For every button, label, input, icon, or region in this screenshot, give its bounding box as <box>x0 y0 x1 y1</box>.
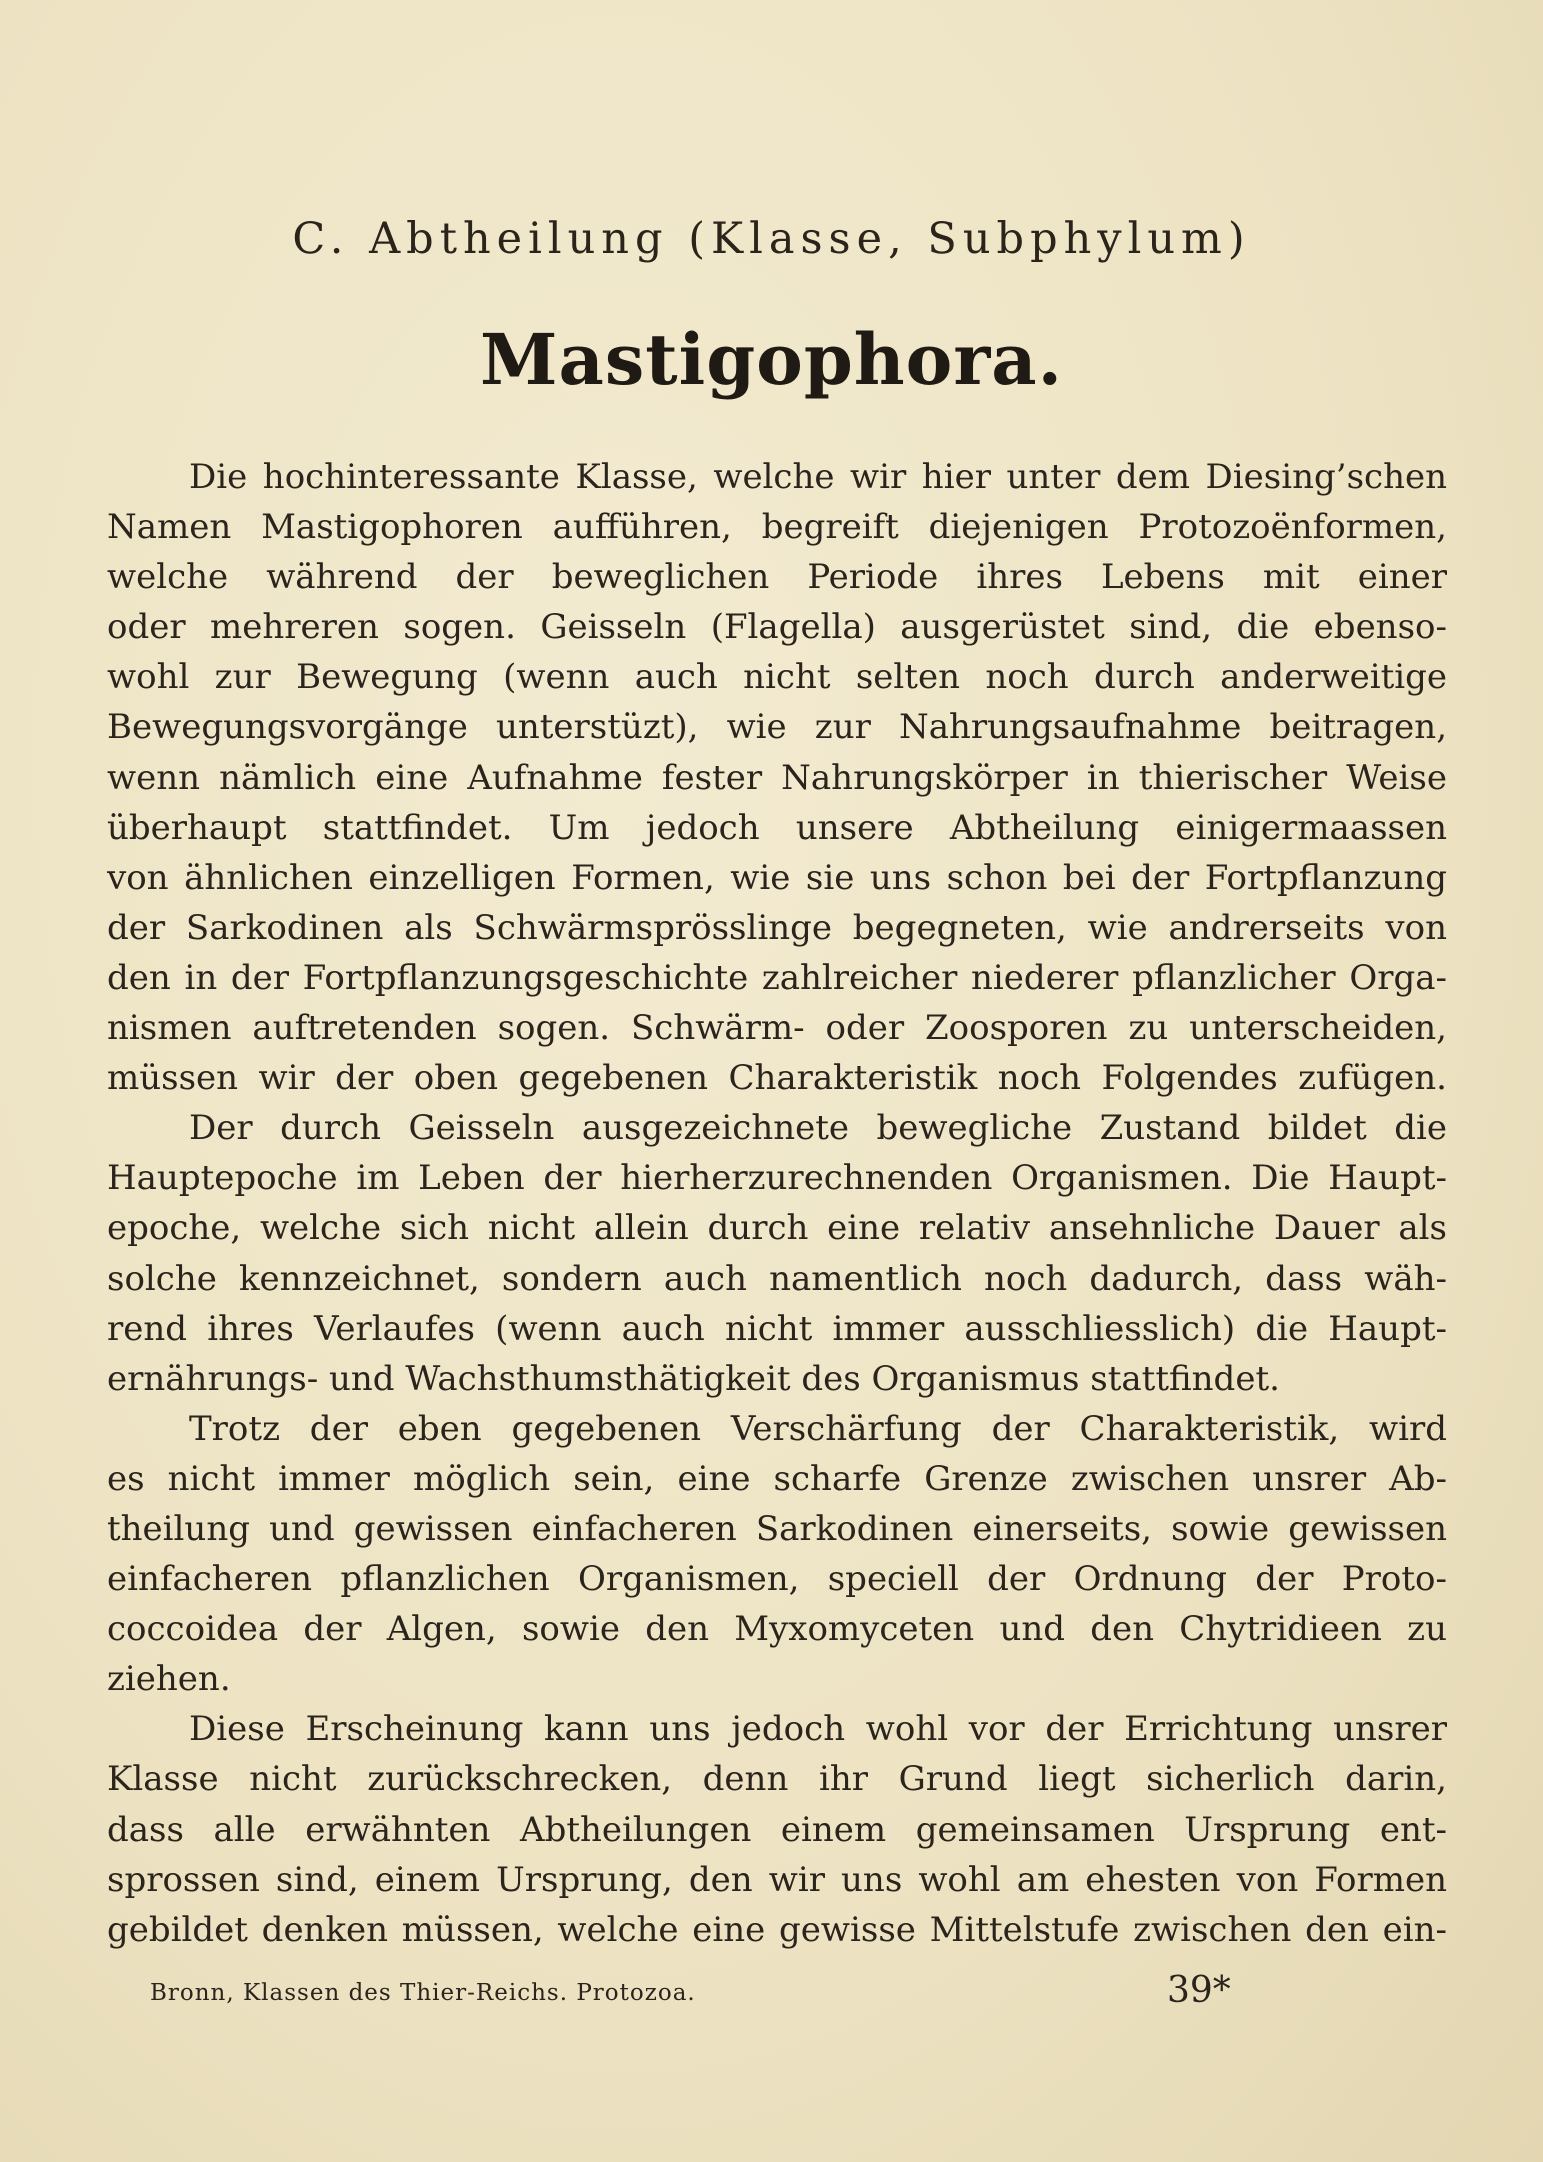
page-title: Mastigophora. <box>480 318 1063 401</box>
text-line: Die hochinteressante Klasse, welche wir hier unter dem Diesing’schen <box>189 457 1447 497</box>
text-line: wenn nämlich eine Aufnahme fester Nahrungskörper in thierischer Weise <box>107 757 1447 798</box>
text-line: von ähnlichen einzelligen Formen, wie sie uns schon bei der Fortpflanzung <box>107 857 1447 898</box>
text-line: überhaupt stattfindet. Um jedoch unsere Abtheilung einigermaassen <box>107 807 1447 848</box>
paragraph <box>107 1404 1447 1705</box>
text-line: sprossen sind, einem Ursprung, den wir uns wohl am ehesten von Formen <box>107 1859 1447 1900</box>
text-line: Hauptepoche im Leben der hierherzurechnenden Organismen. Die Haupt- <box>107 1158 1447 1199</box>
text-line: epoche, welche sich nicht allein durch eine relativ ansehnliche Dauer als <box>107 1208 1447 1249</box>
text-line: dass alle erwähnten Abtheilungen einem gemeinsamen Ursprung ent- <box>107 1809 1447 1850</box>
text-line: Trotz der eben gegebenen Verschärfung der Charakteristik, wird <box>189 1408 1447 1449</box>
text-line: Diese Erscheinung kann uns jedoch wohl vor der Errichtung unsrer <box>189 1709 1447 1750</box>
text-line: es nicht immer möglich sein, eine scharfe Grenze zwischen unsrer Ab- <box>107 1458 1447 1499</box>
text-line: coccoidea der Algen, sowie den Myxomyceten und den Chytridieen zu <box>107 1609 1447 1650</box>
text-line: theilung und gewissen einfacheren Sarkodinen einerseits, sowie gewissen <box>107 1508 1447 1549</box>
text-line: oder mehreren sogen. Geisseln (Flagella) ausgerüstet sind, die ebenso- <box>107 607 1447 648</box>
text-line: der Sarkodinen als Schwärmsprösslinge begegneten, wie andrerseits von <box>107 907 1447 948</box>
text-line: wohl zur Bewegung (wenn auch nicht selten noch durch anderweitige <box>107 657 1447 698</box>
paragraph <box>107 452 1447 1103</box>
text-line: rend ihres Verlaufes (wenn auch nicht immer ausschliesslich) die Haupt- <box>107 1308 1447 1349</box>
paragraph <box>107 1103 1447 1404</box>
text-line: ernährungs- und Wachsthumsthätigkeit des Organismus stattfindet. <box>107 1358 1280 1399</box>
text-line: nismen auftretenden sogen. Schwärm- oder Zoosporen zu unterscheiden, <box>107 1008 1447 1049</box>
signature-mark: 39* <box>1167 1970 1231 2011</box>
body-text <box>107 452 1447 1955</box>
text-line: Namen Mastigophoren aufführen, begreift diejenigen Protozoënformen, <box>107 507 1447 548</box>
text-line: gebildet denken müssen, welche eine gewisse Mittelstufe zwischen den ein- <box>107 1909 1447 1950</box>
footer-source: Bronn, Klassen des Thier-Reichs. Protozoa. <box>150 1980 696 2006</box>
text-line: solche kennzeichnet, sondern auch namentlich noch dadurch, dass wäh- <box>107 1258 1447 1299</box>
text-line: Der durch Geisseln ausgezeichnete bewegliche Zustand bildet die <box>189 1108 1447 1149</box>
text-line: Klasse nicht zurückschrecken, denn ihr Grund liegt sicherlich darin, <box>107 1759 1447 1800</box>
text-line: müssen wir der oben gegebenen Charakteristik noch Folgendes zufügen. <box>107 1058 1447 1099</box>
text-line: welche während der beweglichen Periode ihres Lebens mit einer <box>107 557 1447 598</box>
text-line: einfacheren pflanzlichen Organismen, speciell der Ordnung der Proto- <box>107 1559 1447 1600</box>
text-line: den in der Fortpflanzungsgeschichte zahlreicher niederer pflanzlicher Orga- <box>107 957 1447 998</box>
paragraph <box>107 1704 1447 1954</box>
section-heading: C. Abtheilung (Klasse, Subphylum) <box>292 214 1251 264</box>
text-line: Bewegungsvorgänge unterstüzt), wie zur Nahrungsaufnahme beitragen, <box>107 707 1447 748</box>
text-line: ziehen. <box>107 1659 231 1700</box>
